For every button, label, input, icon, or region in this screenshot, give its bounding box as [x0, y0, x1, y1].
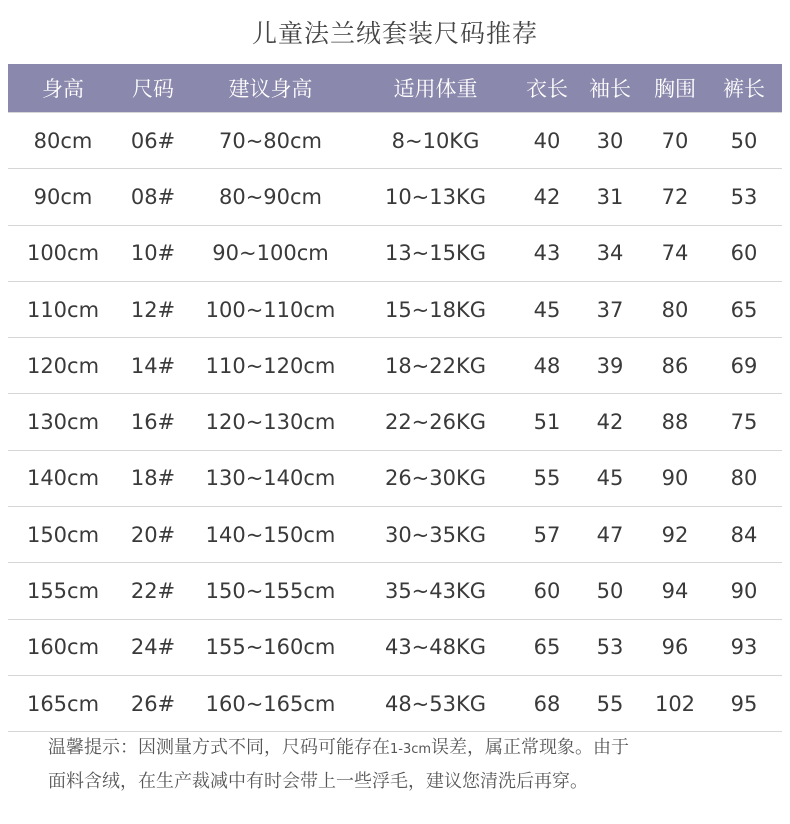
cell-pants-length: 84 — [730, 522, 758, 547]
cell-suggested-height: 140~150cm — [205, 522, 336, 547]
cell-pants-length: 93 — [730, 635, 758, 660]
cell-pants-length: 60 — [730, 241, 758, 266]
cell-pants-length: 69 — [730, 353, 758, 378]
cell-sleeve: 42 — [596, 410, 624, 435]
cell-length: 51 — [533, 410, 561, 435]
cell-pants-length: 75 — [730, 410, 758, 435]
cell-pants-length: 80 — [730, 466, 758, 491]
cell-length: 57 — [533, 522, 561, 547]
cell-height: 165cm — [26, 691, 100, 716]
cell-length: 42 — [533, 184, 561, 209]
table-row — [8, 113, 782, 169]
cell-weight: 22~26KG — [384, 410, 487, 435]
cell-height: 130cm — [26, 410, 100, 435]
table-row — [8, 394, 782, 450]
cell-sleeve: 39 — [596, 353, 624, 378]
cell-size: 20# — [130, 522, 176, 547]
header-cell-pants-length: 裤长 — [723, 77, 765, 101]
tip-line-1-a: 温馨提示：因测量方式不同，尺码可能存在 — [48, 737, 390, 758]
tip-line-2: 面料含绒，在生产裁减中有时会带上一些浮毛，建议您清洗后再穿。 — [48, 771, 588, 792]
cell-height: 100cm — [26, 241, 100, 266]
table-row — [8, 338, 782, 394]
cell-weight: 43~48KG — [384, 635, 487, 660]
header-cell-size: 尺码 — [132, 77, 174, 101]
cell-chest: 90 — [661, 466, 689, 491]
cell-pants-length: 65 — [730, 297, 758, 322]
cell-sleeve: 50 — [596, 579, 624, 604]
cell-chest: 86 — [661, 353, 689, 378]
cell-sleeve: 45 — [596, 466, 624, 491]
cell-size: 12# — [130, 297, 176, 322]
cell-height: 110cm — [26, 297, 100, 322]
cell-sleeve: 37 — [596, 297, 624, 322]
cell-suggested-height: 150~155cm — [205, 579, 336, 604]
cell-length: 40 — [533, 128, 561, 153]
table-row — [8, 226, 782, 282]
table-row — [8, 620, 782, 676]
table-row — [8, 169, 782, 225]
table-row — [8, 451, 782, 507]
cell-weight: 30~35KG — [384, 522, 487, 547]
cell-size: 14# — [130, 353, 176, 378]
cell-suggested-height: 90~100cm — [212, 241, 329, 266]
cell-suggested-height: 160~165cm — [205, 691, 336, 716]
cell-chest: 102 — [654, 691, 696, 716]
tip-line-1-b: 误差，属正常现象。由于 — [431, 737, 630, 758]
cell-sleeve: 30 — [596, 128, 624, 153]
cell-chest: 96 — [661, 635, 689, 660]
tip-line-1 — [48, 732, 774, 766]
cell-length: 65 — [533, 635, 561, 660]
cell-height: 120cm — [26, 353, 100, 378]
tip-note — [14, 732, 774, 798]
cell-pants-length: 50 — [730, 128, 758, 153]
cell-length: 43 — [533, 241, 561, 266]
cell-height: 150cm — [26, 522, 100, 547]
table-row — [8, 676, 782, 732]
cell-weight: 13~15KG — [384, 241, 487, 266]
table-row — [8, 507, 782, 563]
cell-suggested-height: 120~130cm — [205, 410, 336, 435]
cell-suggested-height: 110~120cm — [205, 353, 336, 378]
header-cell-weight: 适用体重 — [393, 77, 478, 101]
cell-pants-length: 53 — [730, 184, 758, 209]
cell-height: 155cm — [26, 579, 100, 604]
table-header — [8, 64, 782, 112]
cell-suggested-height: 130~140cm — [205, 466, 336, 491]
cell-sleeve: 31 — [596, 184, 624, 209]
cell-height: 140cm — [26, 466, 100, 491]
cell-weight: 15~18KG — [384, 297, 487, 322]
page-title: 儿童法兰绒套装尺码推荐 — [251, 19, 538, 48]
cell-weight: 18~22KG — [384, 353, 487, 378]
cell-height: 90cm — [33, 184, 93, 209]
cell-size: 10# — [130, 241, 176, 266]
cell-size: 16# — [130, 410, 176, 435]
table-row — [8, 563, 782, 619]
cell-chest: 70 — [661, 128, 689, 153]
cell-pants-length: 90 — [730, 579, 758, 604]
cell-sleeve: 34 — [596, 241, 624, 266]
cell-size: 08# — [130, 184, 176, 209]
cell-weight: 8~10KG — [391, 128, 480, 153]
cell-weight: 35~43KG — [384, 579, 487, 604]
header-cell-length: 衣长 — [526, 77, 568, 101]
table-body — [8, 112, 782, 732]
cell-chest: 74 — [661, 241, 689, 266]
table-row — [8, 282, 782, 338]
cell-size: 18# — [130, 466, 176, 491]
tip-line-1-small: 1-3cm — [390, 742, 432, 757]
cell-length: 68 — [533, 691, 561, 716]
cell-weight: 48~53KG — [384, 691, 487, 716]
cell-chest: 92 — [661, 522, 689, 547]
cell-chest: 88 — [661, 410, 689, 435]
cell-size: 22# — [130, 579, 176, 604]
cell-suggested-height: 80~90cm — [218, 184, 323, 209]
cell-sleeve: 47 — [596, 522, 624, 547]
cell-suggested-height: 70~80cm — [218, 128, 323, 153]
cell-height: 80cm — [33, 128, 93, 153]
cell-suggested-height: 100~110cm — [205, 297, 336, 322]
cell-length: 60 — [533, 579, 561, 604]
cell-length: 45 — [533, 297, 561, 322]
cell-chest: 72 — [661, 184, 689, 209]
header-cell-suggested-height: 建议身高 — [228, 77, 313, 101]
cell-suggested-height: 155~160cm — [205, 635, 336, 660]
cell-chest: 94 — [661, 579, 689, 604]
cell-length: 48 — [533, 353, 561, 378]
cell-size: 24# — [130, 635, 176, 660]
size-chart-table — [8, 64, 782, 732]
cell-size: 06# — [130, 128, 176, 153]
header-cell-height: 身高 — [42, 77, 84, 101]
cell-height: 160cm — [26, 635, 100, 660]
header-cell-chest: 胸围 — [654, 77, 696, 101]
cell-length: 55 — [533, 466, 561, 491]
cell-weight: 10~13KG — [384, 184, 487, 209]
cell-sleeve: 55 — [596, 691, 624, 716]
cell-size: 26# — [130, 691, 176, 716]
header-cell-sleeve: 袖长 — [589, 77, 631, 101]
cell-pants-length: 95 — [730, 691, 758, 716]
cell-chest: 80 — [661, 297, 689, 322]
cell-sleeve: 53 — [596, 635, 624, 660]
cell-weight: 26~30KG — [384, 466, 487, 491]
